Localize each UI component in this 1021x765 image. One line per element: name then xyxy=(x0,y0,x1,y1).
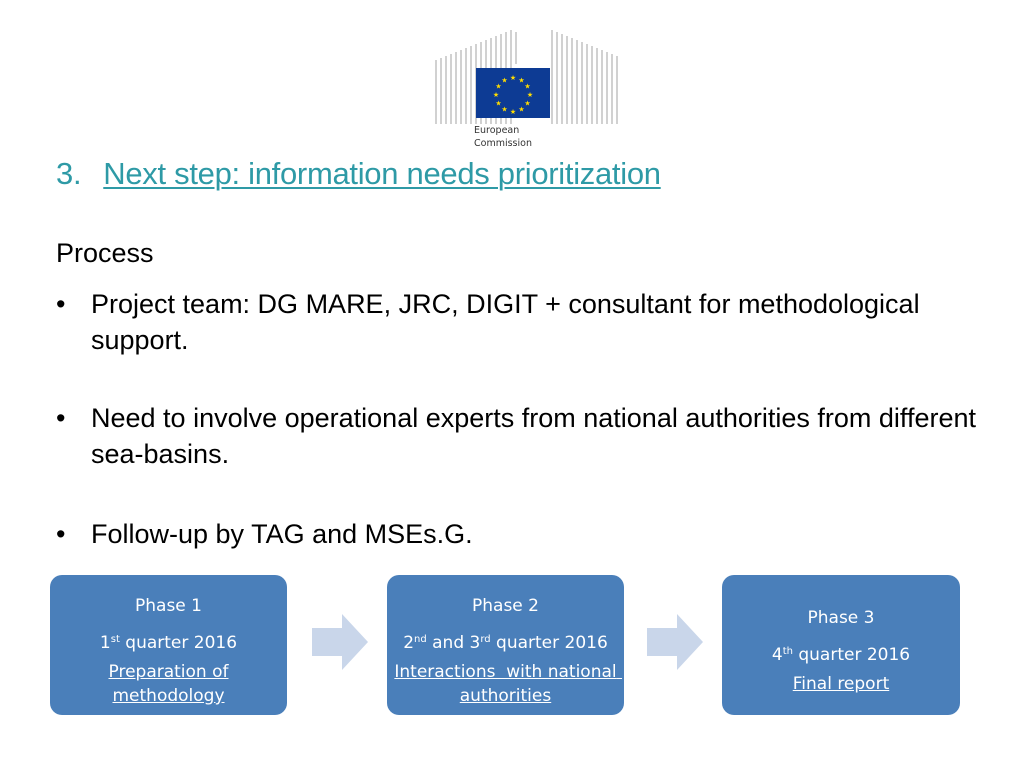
title-number: 3. xyxy=(56,156,82,191)
logo-text xyxy=(474,124,532,150)
svg-text:★: ★ xyxy=(495,99,502,108)
bullet-text: Project team: DG MARE, JRC, DIGIT + consultant for methodological support. xyxy=(91,289,920,355)
phase-3-box xyxy=(722,575,960,715)
title-text: Next step: information needs prioritization xyxy=(103,156,661,191)
phase-quarter: 2nd and 3rd quarter 2016 xyxy=(403,633,608,653)
bullet-marker: • xyxy=(56,519,66,549)
bullet-marker: • xyxy=(56,403,66,433)
svg-text:★: ★ xyxy=(526,91,534,99)
svg-text:★: ★ xyxy=(524,99,531,108)
phase-2-box xyxy=(387,575,624,715)
svg-text:★: ★ xyxy=(501,76,508,85)
phase-description: Interactions with national authorities xyxy=(394,662,623,706)
svg-text:★: ★ xyxy=(524,82,531,91)
phase-description: Preparation of methodology xyxy=(108,662,229,706)
bullet-text: Need to involve operational experts from national authorities from different sea-basins. xyxy=(91,403,976,469)
bullet-marker: • xyxy=(56,289,66,319)
arrow-right-icon xyxy=(647,614,703,670)
phase-description: Final report xyxy=(792,674,890,694)
svg-text:★: ★ xyxy=(518,76,525,85)
phase-quarter: 4th quarter 2016 xyxy=(771,645,911,665)
svg-text:★: ★ xyxy=(501,105,508,114)
phase-quarter: 1st quarter 2016 xyxy=(99,633,238,653)
phase-1-box xyxy=(50,575,287,715)
phase-name: Phase 2 xyxy=(472,596,539,616)
svg-text:★: ★ xyxy=(509,74,517,82)
svg-text:★: ★ xyxy=(492,91,500,99)
logo-line-1: European xyxy=(474,125,520,136)
logo-line-2: Commission xyxy=(474,138,532,149)
arrow-right-icon xyxy=(312,614,368,670)
svg-text:★: ★ xyxy=(495,82,502,91)
svg-text:★: ★ xyxy=(509,108,517,116)
process-heading: Process xyxy=(56,238,154,268)
phase-name: Phase 1 xyxy=(135,596,202,616)
bullet-text: Follow-up by TAG and MSEs.G. xyxy=(91,519,473,549)
slide-title xyxy=(56,156,661,192)
phase-name: Phase 3 xyxy=(807,608,875,628)
svg-text:★: ★ xyxy=(518,105,525,114)
